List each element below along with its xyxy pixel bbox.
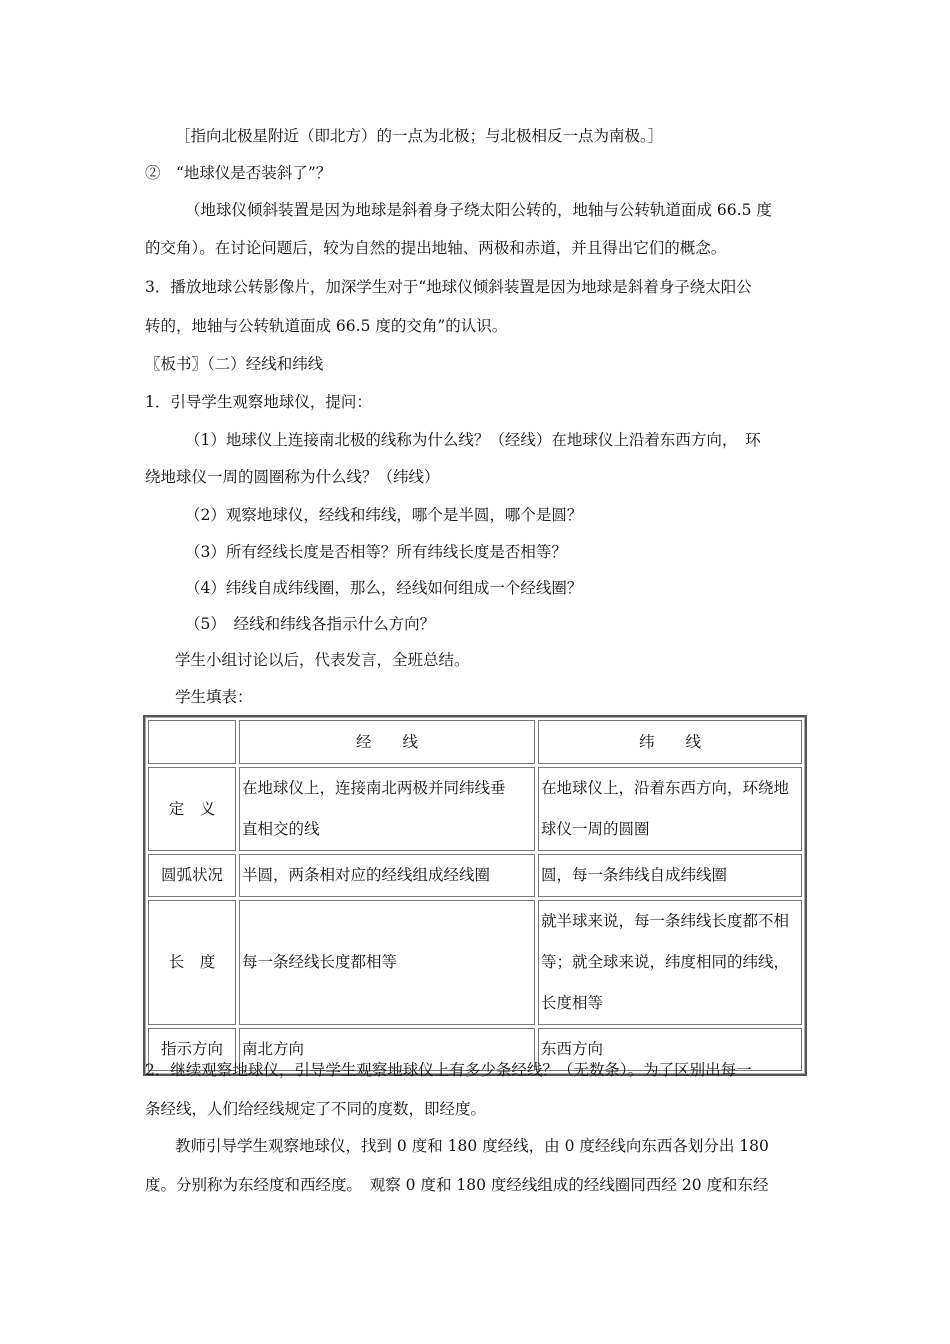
paragraph-guide-observe: 1．引导学生观察地球仪，提问：	[145, 393, 372, 411]
paragraph-video-2: 转的，地轴与公转轨道面成 66.5 度的交角”的认识。	[145, 317, 508, 335]
row-label-length: 长 度	[148, 900, 236, 1025]
table-row	[148, 854, 802, 897]
paragraph-question-tilt: ② “地球仪是否装斜了”？	[145, 164, 332, 182]
paragraph-count-meridians-2: 条经线，人们给经线规定了不同的度数，即经度。	[145, 1100, 487, 1118]
header-meridian: 经 线	[239, 720, 535, 764]
question-1-line-2: 绕地球仪一周的圆圈称为什么线？（纬线）	[145, 468, 440, 486]
cell-meridian-definition	[239, 767, 535, 851]
paragraph-north-pole: ［指向北极星附近（即北方）的一点为北极；与北极相反一点为南极。］	[175, 127, 664, 145]
question-5: （5） 经线和纬线各指示什么方向？	[185, 615, 436, 633]
question-3: （3）所有经线长度是否相等？所有纬线长度是否相等？	[185, 543, 567, 561]
cell-line: 在地球仪上，沿着东西方向，环绕地	[541, 779, 790, 797]
paragraph-discussion: 学生小组讨论以后，代表发言，全班总结。	[175, 651, 470, 669]
cell-line: 直相交的线	[242, 820, 320, 838]
paragraph-count-meridians-1: 2．继续观察地球仪，引导学生观察地球仪上有多少条经线？（无数条）。为了区别出每一	[145, 1061, 752, 1079]
heading-board-writing: 〖板书〗（二）经线和纬线	[145, 355, 324, 373]
paragraph-video-1: 3．播放地球公转影像片，加深学生对于“地球仪倾斜装置是因为地球是斜着身子绕太阳公	[145, 278, 752, 296]
paragraph-fill-table: 学生填表：	[175, 688, 253, 706]
table-corner-cell	[148, 720, 236, 764]
question-4: （4）纬线自成纬线圈，那么，经线如何组成一个经线圈？	[185, 579, 583, 597]
row-label-arc: 圆弧状况	[148, 854, 236, 897]
table-header-row	[148, 720, 802, 764]
cell-line: 东西方向	[541, 1040, 604, 1058]
cell-meridian-length	[239, 900, 535, 1025]
cell-line: 在地球仪上，连接南北两极并同纬线垂	[242, 779, 506, 797]
row-label-direction: 指示方向	[148, 1028, 236, 1071]
row-label-definition: 定 义	[148, 767, 236, 851]
cell-line: 等；就全球来说，纬度相同的纬线，	[541, 953, 790, 971]
cell-line: 球仪一周的圆圈	[541, 820, 650, 838]
cell-parallel-definition	[538, 767, 802, 851]
comparison-table	[143, 715, 807, 1076]
question-1-line-1: （1）地球仪上连接南北极的线称为什么线？（经线）在地球仪上沿着东西方向， 环	[185, 431, 761, 449]
cell-line: 南北方向	[242, 1040, 305, 1058]
cell-line: 每一条经线长度都相等	[242, 953, 398, 971]
table-row	[148, 900, 802, 1025]
question-2: （2）观察地球仪，经线和纬线，哪个是半圆，哪个是圆？	[185, 506, 583, 524]
header-parallel: 纬 线	[538, 720, 802, 764]
cell-parallel-length	[538, 900, 802, 1025]
cell-line: 就半球来说，每一条纬线长度都不相	[541, 912, 790, 930]
cell-parallel-arc	[538, 854, 802, 897]
cell-line: 圆，每一条纬线自成纬线圈	[541, 866, 728, 884]
cell-meridian-arc	[239, 854, 535, 897]
cell-line: 长度相等	[541, 994, 604, 1012]
cell-line: 半圆，两条相对应的经线组成经线圈	[242, 866, 491, 884]
paragraph-tilt-answer-2: 的交角）。在讨论问题后，较为自然的提出地轴、两极和赤道，并且得出它们的概念。	[145, 239, 727, 257]
paragraph-longitude-2: 度。分别称为东经度和西经度。 观察 0 度和 180 度经线组成的经线圈同西经 20 度和东经	[145, 1176, 769, 1194]
table-row	[148, 767, 802, 851]
paragraph-tilt-answer-1: （地球仪倾斜装置是因为地球是斜着身子绕太阳公转的，地轴与公转轨道面成 66.5 度	[185, 201, 772, 219]
paragraph-longitude-1: 教师引导学生观察地球仪，找到 0 度和 180 度经线，由 0 度经线向东西各划分出 180	[175, 1137, 769, 1155]
